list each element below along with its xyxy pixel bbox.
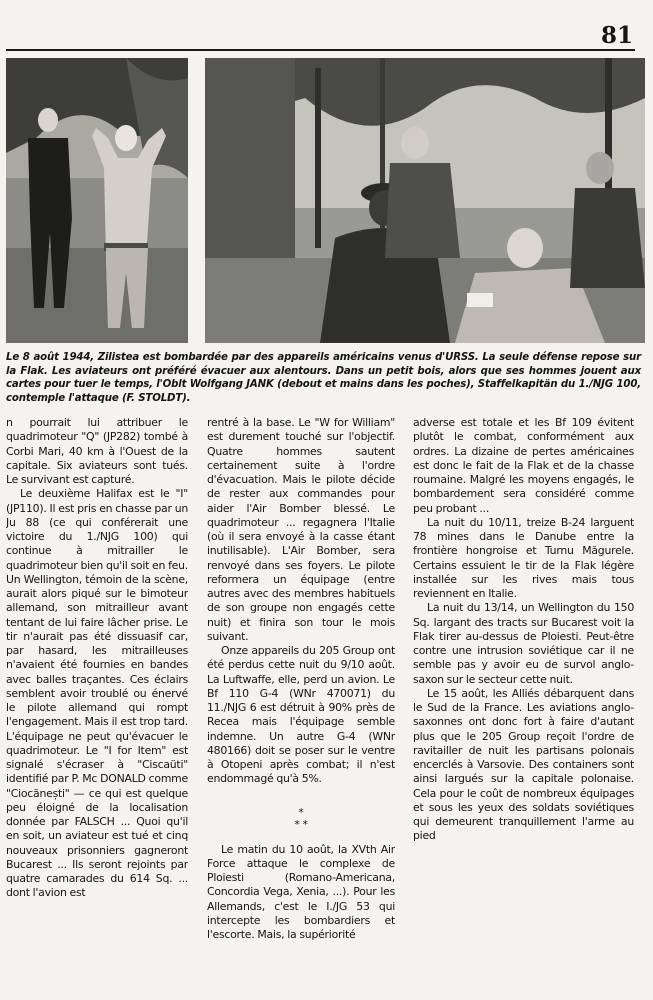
text-column-right — [413, 416, 634, 994]
paragraph: Le 15 août, les Alliés débarquent dans le Sud de la France. Les aviations anglo-saxonnes ont donc fort à faire d'autant plus que le 205 Group reçoit l'ordre de ravitailler de nuit les partisans polonais encerclés à Varsovie. Des containers sont ainsi largués sur la capitale polonaise. Cela pour le coût de nombreux équipages et sous les yeux des soldats soviétiques qui demeurent tranquillement l'arme au pied — [413, 686, 634, 843]
paragraph: La nuit du 13/14, un Wellington du 150 Sq. largant des tracts sur Bucarest voit la Flak tirer au-dessus de Ploiesti. Peut-être contre une intrusion soviétique car il ne semble pas y avoir eu de survol anglo-saxon sur le secteur cette nuit. — [413, 601, 634, 686]
text-column-middle — [207, 416, 395, 994]
photo-right-men-playing-cards — [205, 58, 645, 343]
page-number: 81 — [600, 22, 633, 49]
text-column-left — [6, 416, 188, 994]
paragraph: Onze appareils du 205 Group ont été perdus cette nuit du 9/10 août. La Luftwaffe, elle, perd un avion. Le Bf 110 G-4 (WNr 470071) du 11./NJG 6 est détruit à 90% près de Recea mais l'équipage semble indemne. Un autre G-4 (WNr 480166) doit se poser sur le ventre à Otopeni après combat; il n'est endommagé qu'à 5%. — [207, 644, 395, 786]
paragraph: rentré à la base. Le "W for William" est durement touché sur l'objectif. Quatre hommes sautent certainement suite à l'ordre d'évacuation. Mais le pilote décide de rester aux commandes pour aider l'Air Bomber blessé. Le quadrimoteur ... regagnera l'Italie (où il sera envoyé à la casse étant inutilisable). L'Air Bomber, sera renvoyé dans ses foyers. Le pilote reformera un équipage (entre autres avec des membres habituels de son groupe non engagés cette nuit) et finira son tour le mois suivant. — [207, 416, 395, 643]
paragraph: Le matin du 10 août, la XVth Air Force attaque le complexe de Ploiesti (Romano-Americana, Concordia Vega, Xenia, ...). Pour les Allemands, c'est le I./JG 53 qui intercepte les bombardiers et l'escorte. Mais, la supériorité — [207, 842, 395, 941]
header-rule — [6, 49, 635, 51]
paragraph: adverse est totale et les Bf 109 évitent plutôt le combat, conformément aux ordres. La dizaine de pertes américaines est donc le fait de la Flak et de la chasse roumaine. Malgré les moyens engagés, le bombardement sera considéré comme peu probant ... — [413, 416, 634, 515]
photo-left-officers-looking-up — [6, 58, 188, 343]
section-separator — [207, 807, 395, 831]
paragraph: La nuit du 10/11, treize B-24 larguent 78 mines dans le Danube entre la frontière hongroise et Turnu Măgurele. Certains essuient le tir de la Flak légère installée sur les rives mais tous reviennent en Italie. — [413, 515, 634, 600]
separator-star: * — [298, 805, 304, 819]
separator-stars: * * — [294, 817, 308, 831]
paragraph: Le deuxième Halifax est le "I" (JP110). Il est pris en chasse par un Ju 88 (ce qui conférerait une victoire du 1./NJG 100) qui continue à mitrailler le quadrimoteur bien qu'il soit en feu. Un Wellington, témoin de la scène, aurait alors piqué sur le bimoteur allemand, son mitrailleur avant tentant de lui faire lâcher prise. Le tir n'aurait pas été dissuasif car, par hasard, les mitrailleuses n'avaient été fournies en bandes avec balles traçantes. Ces éclairs semblent avoir troublé ou énervé le pilote allemand qui rompt l'engagement. Mais il est trop tard. L'équipage ne peut qu'évacuer le quadrimoteur. Le "I for Item" est signalé s'écraser à "Ciscaüti" identifié par P. Mc DONALD comme "Ciocănești" — ce qui est quelque peu éloigné de la localisation donnée par FALSCH ... Quoi qu'il en soit, un aviateur est tué et cinq nouveaux prisonniers gagneront Bucarest ... Ils seront rejoints par quatre camarades du 614 Sq. ... dont l'avion est — [6, 487, 188, 900]
photo-caption: Le 8 août 1944, Zilistea est bombardée par des appareils américains venus d'URSS. La seule défense repose sur la Flak. Les aviateurs ont préféré évacuer aux alentours. Dans un petit bois, alors que ses hommes jouent aux cartes pour tuer le temps, l'Oblt Wolfgang JANK (debout et mains dans les poches), Staffelkapitän du 1./NJG 100, contemple l'attaque (F. STOLDT). — [6, 352, 641, 404]
paragraph: n pourrait lui attribuer le quadrimoteur "Q" (JP282) tombé à Corbi Mari, 40 km à l'Ouest de la capitale. Six aviateurs sont tués. Le survivant est capturé. — [6, 416, 188, 486]
